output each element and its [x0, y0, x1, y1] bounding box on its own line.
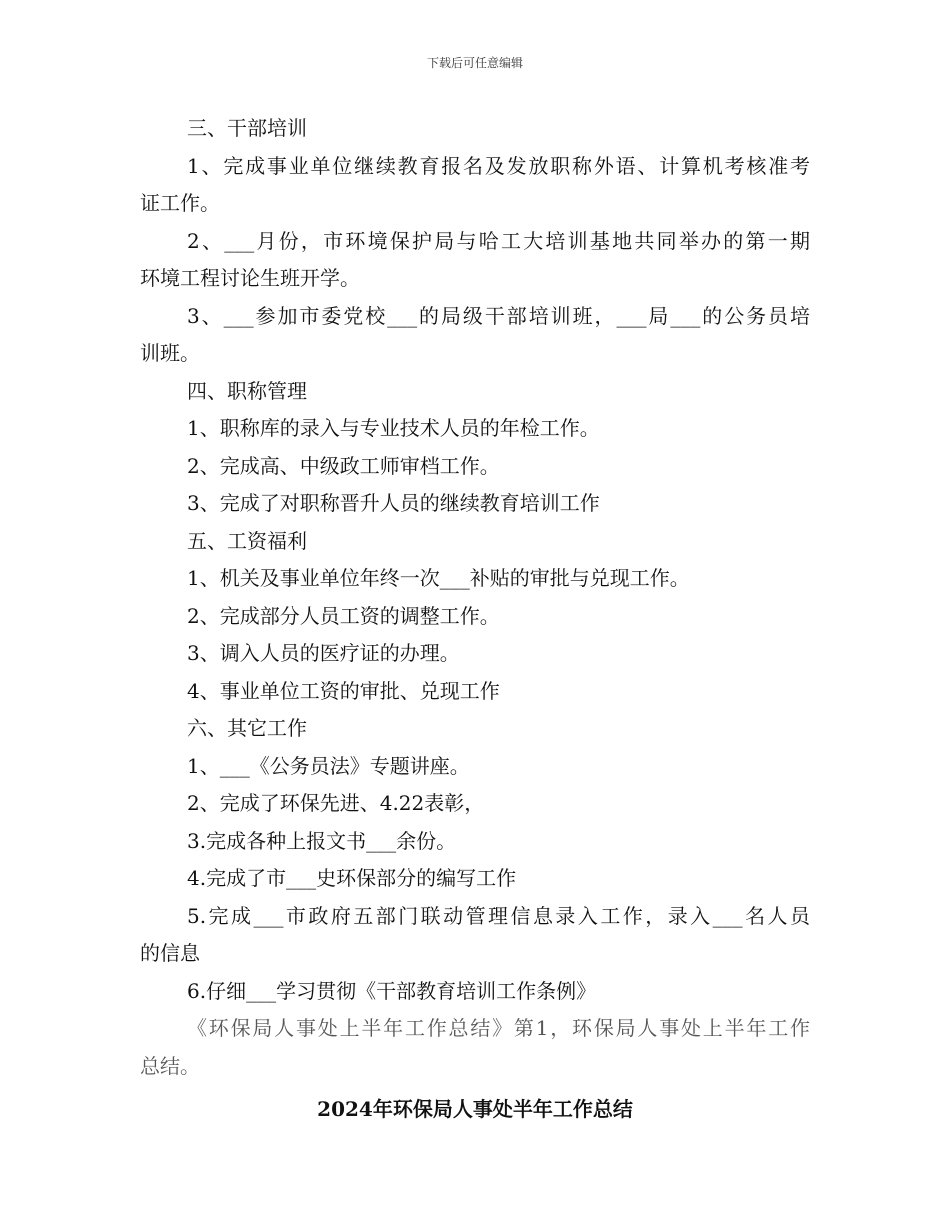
text-line-p4-3: 3、完成了对职称晋升人员的继续教育培训工作	[187, 491, 600, 515]
paragraph-lines	[140, 110, 810, 1085]
document-body	[140, 110, 810, 1129]
text-line-p5-1: 1、机关及事业单位年终一次___补贴的审批与兑现工作。	[187, 566, 690, 590]
text-line-note-b: 总结。	[140, 1053, 200, 1078]
text-line-p6-5b: 的信息	[140, 941, 200, 965]
text-line-p6-4: 4.完成了市___史环保部分的编写工作	[187, 866, 517, 890]
text-line-p3-1a: 1、完成事业单位继续教育报名及发放职称外语、计算机考核准考	[187, 153, 810, 178]
text-line-p3-1b: 证工作。	[140, 191, 220, 215]
text-line-p5-3: 3、调入人员的医疗证的办理。	[187, 641, 460, 665]
text-line-h4: 四、职称管理	[187, 378, 307, 403]
text-line-p6-3: 3.完成各种上报文书___余份。	[187, 828, 457, 853]
text-line-h5: 五、工资福利	[187, 528, 307, 553]
text-line-h3: 三、干部培训	[187, 116, 307, 140]
text-line-p4-2: 2、完成高、中级政工师审档工作。	[187, 453, 500, 478]
text-line-p3-2b: 环境工程讨论生班开学。	[140, 266, 360, 290]
text-line-p3-3b: 训班。	[140, 341, 200, 365]
text-line-note-a: 《环保局人事处上半年工作总结》第1，环保局人事处上半年工作	[187, 1016, 810, 1040]
text-line-p5-2: 2、完成部分人员工资的调整工作。	[187, 603, 500, 628]
text-line-p6-2: 2、完成了环保先进、4.22表彰，	[187, 791, 485, 815]
text-line-p6-1: 1、___《公务员法》专题讲座。	[187, 753, 470, 778]
text-line-p6-6: 6.仔细___学习贯彻《干部教育培训工作条例》	[187, 978, 597, 1003]
text-line-p4-1: 1、职称库的录入与专业技术人员的年检工作。	[187, 416, 600, 440]
header-note: 下载后可任意编辑	[426, 56, 523, 70]
section-title: 2024年环保局人事处半年工作总结	[317, 1097, 633, 1121]
text-line-p5-4: 4、事业单位工资的审批、兑现工作	[187, 678, 500, 703]
text-line-p3-2a: 2、___月份，市环境保护局与哈工大培训基地共同举办的第一期	[187, 228, 810, 253]
text-line-p3-3a: 3、___参加市委党校___的局级干部培训班，___局___的公务员培	[187, 303, 810, 328]
text-line-h6: 六、其它工作	[187, 716, 307, 740]
text-line-p6-5a: 5.完成___市政府五部门联动管理信息录入工作，录入___名人员	[187, 903, 810, 928]
